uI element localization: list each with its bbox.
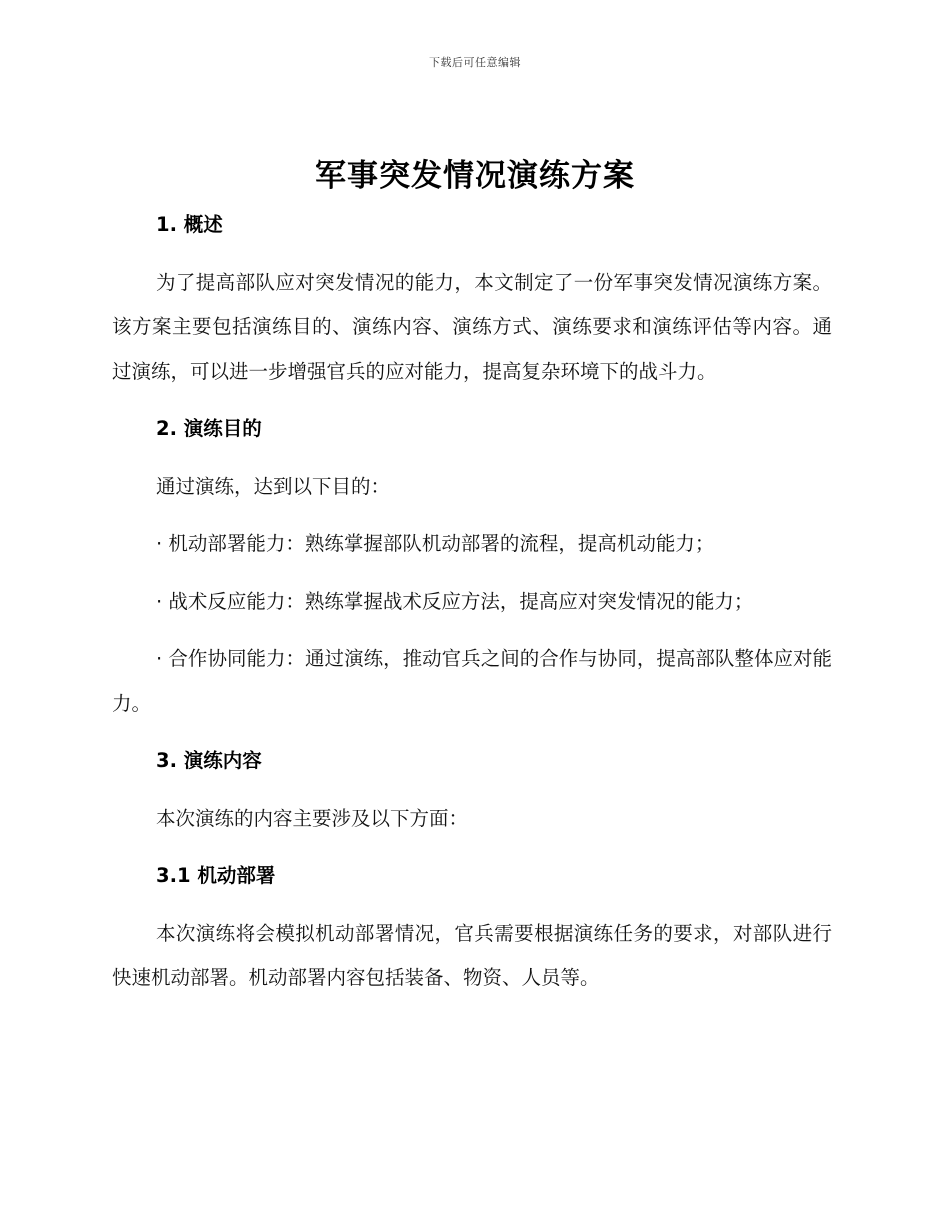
purpose-bullet-tactical: · 战术反应能力：熟练掌握战术反应方法，提高应对突发情况的能力；: [156, 589, 754, 613]
deployment-paragraph: 本次演练将会模拟机动部署情况，官兵需要根据演练任务的要求，对部队进行快速机动部署。机动部署内容包括装备、物资、人员等。: [112, 921, 832, 989]
document-body: [112, 203, 832, 1001]
purpose-bullet-mobility: · 机动部署能力：熟练掌握部队机动部署的流程，提高机动能力；: [156, 532, 715, 555]
purpose-bullet-cooperation: · 合作协同能力：通过演练，推动官兵之间的合作与协同，提高部队整体应对能力。: [112, 647, 832, 715]
page-title: 军事突发情况演练方案: [315, 158, 635, 194]
overview-paragraph: 为了提高部队应对突发情况的能力，本文制定了一份军事突发情况演练方案。该方案主要包括演练目的、演练内容、演练方式、演练要求和演练评估等内容。通过演练，可以进一步增强官兵的应对能力，提高复杂环境下的战斗力。: [112, 270, 832, 383]
header-note: 下载后可任意编辑: [429, 56, 521, 69]
section-heading-purpose: 2. 演练目的: [156, 417, 262, 440]
content-intro: 本次演练的内容主要涉及以下方面：: [156, 806, 469, 830]
subsection-heading-deployment: 3.1 机动部署: [156, 864, 276, 887]
section-heading-content: 3. 演练内容: [156, 749, 262, 772]
section-heading-overview: 1. 概述: [156, 213, 223, 236]
purpose-intro: 通过演练，达到以下目的：: [156, 474, 391, 498]
